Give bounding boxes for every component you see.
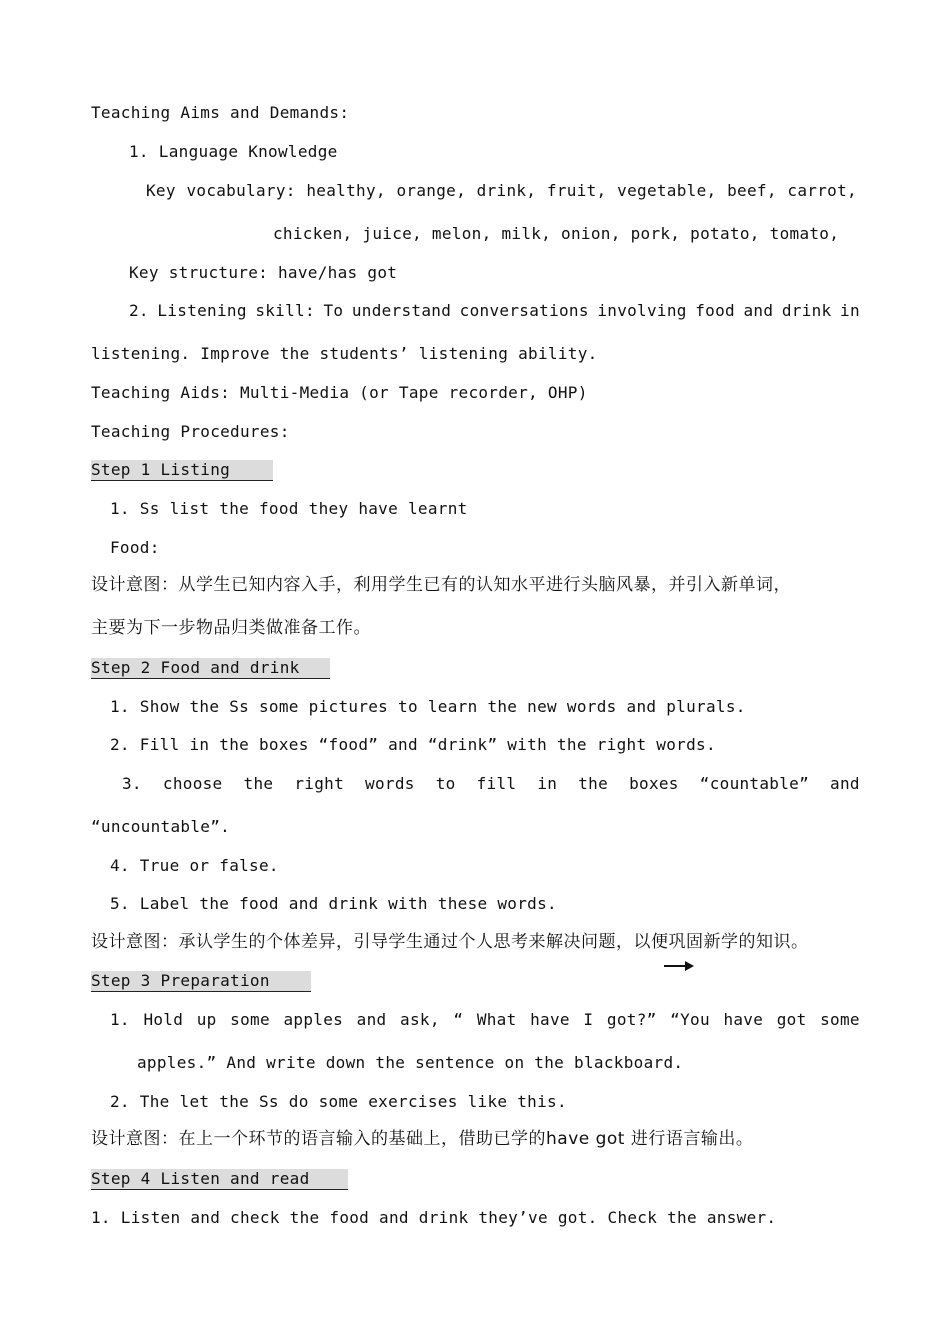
step3-word: and (356, 1010, 387, 1029)
listening-word: skill: (255, 301, 315, 320)
language-knowledge-title: 1. Language Knowledge (129, 142, 338, 161)
step3-word: got?” (606, 1010, 657, 1029)
vocab-word: drink, (476, 181, 537, 200)
step3-word: 1. (110, 1010, 130, 1029)
item3-word: words (365, 774, 415, 793)
vocab-word: Key (146, 181, 176, 200)
item3-word: to (435, 774, 456, 793)
aims-title: Teaching Aims and Demands: (91, 103, 350, 122)
listening-word: in (840, 301, 860, 320)
item3-word: right (294, 774, 345, 793)
step2-item-1: 1. Show the Ss some pictures to learn the new words and plurals. (110, 697, 746, 716)
item3-word: the (578, 774, 609, 793)
vocab-word: vegetable, (617, 181, 717, 200)
listening-word: 2. (129, 301, 149, 320)
step3-word: apples (283, 1010, 344, 1029)
listening-word: food (695, 301, 735, 320)
step3-design: 设计意图：在上一个环节的语言输入的基础上，借助已学的have got 进行语言输出。 (91, 1129, 754, 1149)
step3-word: I (583, 1010, 594, 1029)
step1-food-label: Food: (110, 538, 160, 557)
listening-word: involving (597, 301, 687, 320)
item3-word: and (830, 774, 860, 793)
step3-word: some (230, 1010, 270, 1029)
step2-item-5: 5. Label the food and drink with these words. (110, 894, 557, 913)
listening-word: and (743, 301, 774, 320)
key-vocabulary-line-2: chicken, juice, melon, milk, onion, pork, potato, tomato, (273, 224, 840, 243)
step4-heading: Step 4 Listen and read (91, 1169, 348, 1190)
step3-item-1-line-1 (110, 1010, 860, 1030)
step3-word: got (776, 1010, 807, 1029)
vocab-word: beef, (727, 181, 777, 200)
step3-word: ask, (400, 1010, 440, 1029)
step1-item-1: 1. Ss list the food they have learnt (110, 499, 468, 518)
step1-heading: Step 1 Listing (91, 460, 273, 481)
step3-word: have (530, 1010, 570, 1029)
item3-word: 3. (122, 774, 142, 793)
key-structure: Key structure: have/has got (129, 263, 398, 282)
listening-skill-line-2: listening. Improve the students’ listening ability. (91, 344, 598, 363)
step3-word: some (820, 1010, 860, 1029)
step2-item-4: 4. True or false. (110, 856, 279, 875)
vocab-word: orange, (396, 181, 466, 200)
step2-item-3-line-2: “uncountable”. (91, 817, 231, 836)
listening-skill-line-1 (129, 301, 860, 321)
vocab-word: carrot, (787, 181, 857, 200)
step3-item-2: 2. The let the Ss do some exercises like this. (110, 1092, 567, 1111)
step2-design: 设计意图：承认学生的个体差异，引导学生通过个人思考来解决问题，以便巩固新学的知识。 (91, 932, 809, 952)
item3-word: in (537, 774, 558, 793)
right-arrow-icon (664, 958, 694, 974)
step3-word: have (723, 1010, 764, 1029)
item3-word: “countable” (699, 774, 810, 793)
vocab-word: healthy, (306, 181, 386, 200)
listening-word: Listening (157, 301, 247, 320)
step2-item-3-line-1 (122, 774, 860, 794)
listening-word: understand (351, 301, 452, 320)
listening-word: To (323, 301, 344, 320)
step1-design-line-1: 设计意图：从学生已知内容入手，利用学生已有的认知水平进行头脑风暴，并引入新单词， (91, 575, 791, 595)
step3-heading: Step 3 Preparation (91, 971, 311, 992)
listening-word: drink (781, 301, 832, 320)
step3-word: “ (453, 1010, 464, 1029)
vocab-word: fruit, (546, 181, 607, 200)
item3-word: boxes (629, 774, 679, 793)
key-vocabulary-line-1 (146, 181, 857, 201)
listening-word: conversations (459, 301, 589, 320)
teaching-aids: Teaching Aids: Multi-Media (or Tape recorder, OHP) (91, 383, 588, 402)
procedures-title: Teaching Procedures: (91, 422, 290, 441)
step2-heading: Step 2 Food and drink (91, 658, 330, 679)
step1-design-line-2: 主要为下一步物品归类做准备工作。 (91, 618, 371, 638)
step4-item-1: 1. Listen and check the food and drink they’ve got. Check the answer. (91, 1208, 777, 1227)
step3-item-1-line-2: apples.” And write down the sentence on the blackboard. (137, 1053, 684, 1072)
step3-word: “You (670, 1010, 710, 1029)
step3-word: Hold (143, 1010, 184, 1029)
step3-word: up (196, 1010, 217, 1029)
item3-word: choose (162, 774, 223, 793)
item3-word: the (243, 774, 274, 793)
item3-word: fill (476, 774, 517, 793)
step3-word: What (476, 1010, 517, 1029)
vocab-word: vocabulary: (186, 181, 296, 200)
step2-item-2: 2. Fill in the boxes “food” and “drink” with the right words. (110, 735, 716, 754)
